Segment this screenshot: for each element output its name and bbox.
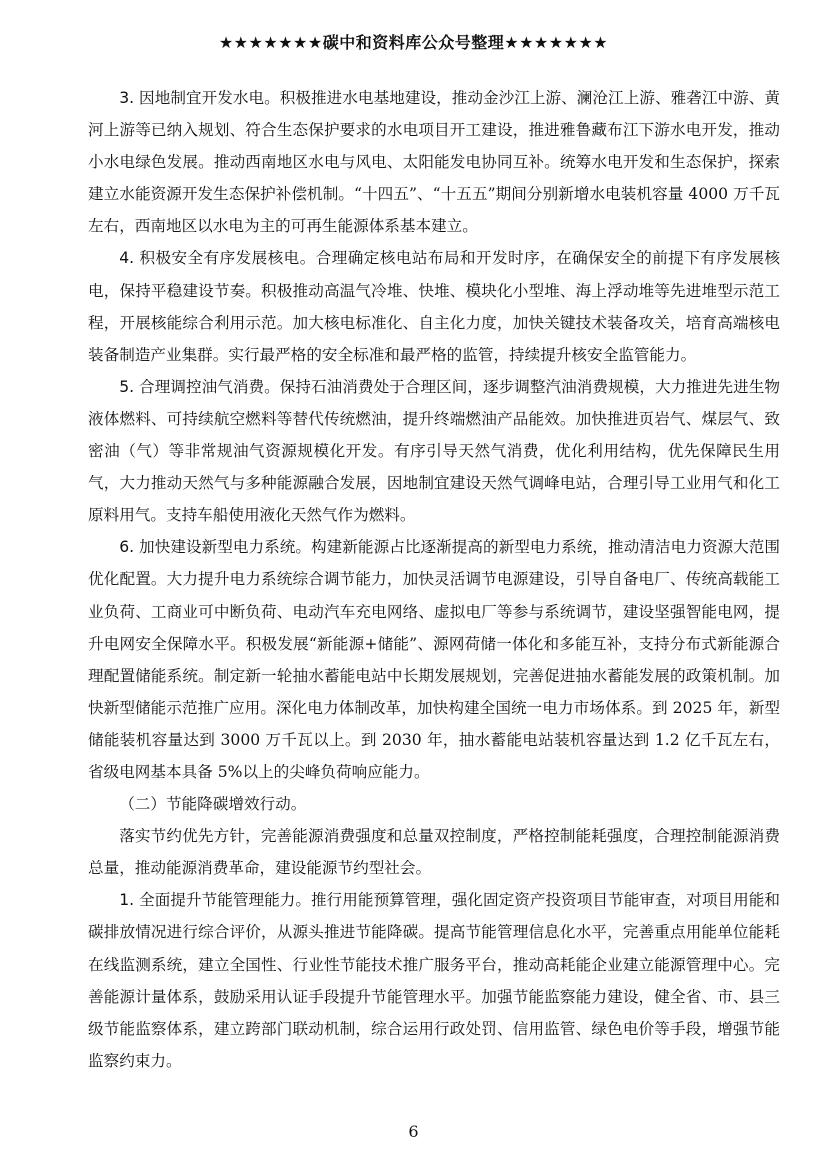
paragraph-text: 推行用能预算管理，强化固定资产投资项目节能审查，对项目用能和碳排放情况进行综合评价，从源头推进节能降碳。提高节能管理信息化水平，完善重点用能单位能耗在线监测系统，建立全国性、行业性节能技术推广服务平台，推动高耗能企业建立能源管理中心。完善能源计量体系，鼓励采用认证手段提升节能管理水平。加强节能监察能力建设，健全省、市、县三级节能监察体系，建立跨部门联动机制，综合运用行政处罚、信用监管、绿色电价等手段，增强节能监察约束力。 — [88, 891, 780, 1070]
paragraph-text: 构建新能源占比逐渐提高的新型电力系统，推动清洁电力资源大范围优化配置。大力提升电力系统综合调节能力，加快灵活调节电源建设，引导自备电厂、传统高载能工业负荷、工商业可中断负荷、电动汽车充电网络、虚拟电厂等参与系统调节，建设坚强智能电网，提升电网安全保障水平。积极发展“新能源+储能”、源网荷储一体化和多能互补，支持分布式新能源合理配置储能系统。制定新一轮抽水蓄能电站中长期发展规划，完善促进抽水蓄能发展的政策机制。加快新型储能示范推广应用。深化电力体制改革，加快构建全国统一电力市场体系。到 2025 年，新型储能装机容量达到 3000 万千瓦以上。到 2030 年，抽水蓄能电站装机容量达到 1.2 亿千瓦左右，省级电网基本具备 5%以上的尖峰负荷响应能力。 — [88, 538, 780, 781]
paragraph-hydropower — [88, 82, 780, 242]
paragraph-text: 落实节约优先方针，完善能源消费强度和总量双控制度，严格控制能耗强度，合理控制能源消费总量，推动能源消费革命，建设能源节约型社会。 — [88, 827, 780, 878]
paragraph-power-system — [88, 531, 780, 788]
paragraph-section-intro — [88, 820, 780, 884]
paragraph-text: 积极推进水电基地建设，推动金沙江上游、澜沧江上游、雅砻江中游、黄河上游等已纳入规划、符合生态保护要求的水电项目开工建设，推进雅鲁藏布江下游水电开发，推动小水电绿色发展。推动西南地区水电与风电、太阳能发电协同互补。统筹水电开发和生态保护，探索建立水能资源开发生态保护补偿机制。“十四五”、“十五五”期间分别新增水电装机容量 4000 万千瓦左右，西南地区以水电为主的可再生能源体系基本建立。 — [88, 89, 780, 236]
paragraph-lead: 6. 加快建设新型电力系统。 — [119, 538, 312, 557]
section-heading-text: （二）节能降碳增效行动。 — [119, 795, 307, 814]
paragraph-text: 合理确定核电站布局和开发时序，在确保安全的前提下有序发展核电，保持平稳建设节奏。积极推动高温气冷堆、快堆、模块化小型堆、海上浮动堆等先进堆型示范工程，开展核能综合利用示范。加大核电标准化、自主化力度，加快关键技术装备攻关，培育高端核电装备制造产业集群。实行最严格的安全标准和最严格的监管，持续提升核安全监管能力。 — [88, 249, 780, 364]
paragraph-text: 保持石油消费处于合理区间，逐步调整汽油消费规模，大力推进先进生物液体燃料、可持续航空燃料等替代传统燃油，提升终端燃油产品能效。加快推进页岩气、煤层气、致密油（气）等非常规油气资源规模化开发。有序引导天然气消费，优化利用结构，优先保障民生用气，大力推动天然气与多种能源融合发展，因地制宜建设天然气调峰电站，合理引导工业用气和化工原料用气。支持车船使用液化天然气作为燃料。 — [88, 377, 780, 525]
paragraph-oil-gas — [88, 371, 780, 531]
paragraph-lead: 5. 合理调控油气消费。 — [119, 377, 280, 396]
section-heading — [88, 788, 780, 820]
paragraph-lead: 3. 因地制宜开发水电。 — [119, 89, 280, 107]
paragraph-energy-management — [88, 884, 780, 1077]
page-number: 6 — [408, 1122, 419, 1141]
paragraph-nuclear — [88, 242, 780, 370]
page-header: ★★★★★★★碳中和资料库公众号整理★★★★★★★ — [218, 33, 609, 52]
paragraph-lead: 4. 积极安全有序发展核电。 — [119, 249, 316, 268]
body-text — [88, 82, 780, 1077]
paragraph-lead: 1. 全面提升节能管理能力。 — [119, 891, 312, 910]
